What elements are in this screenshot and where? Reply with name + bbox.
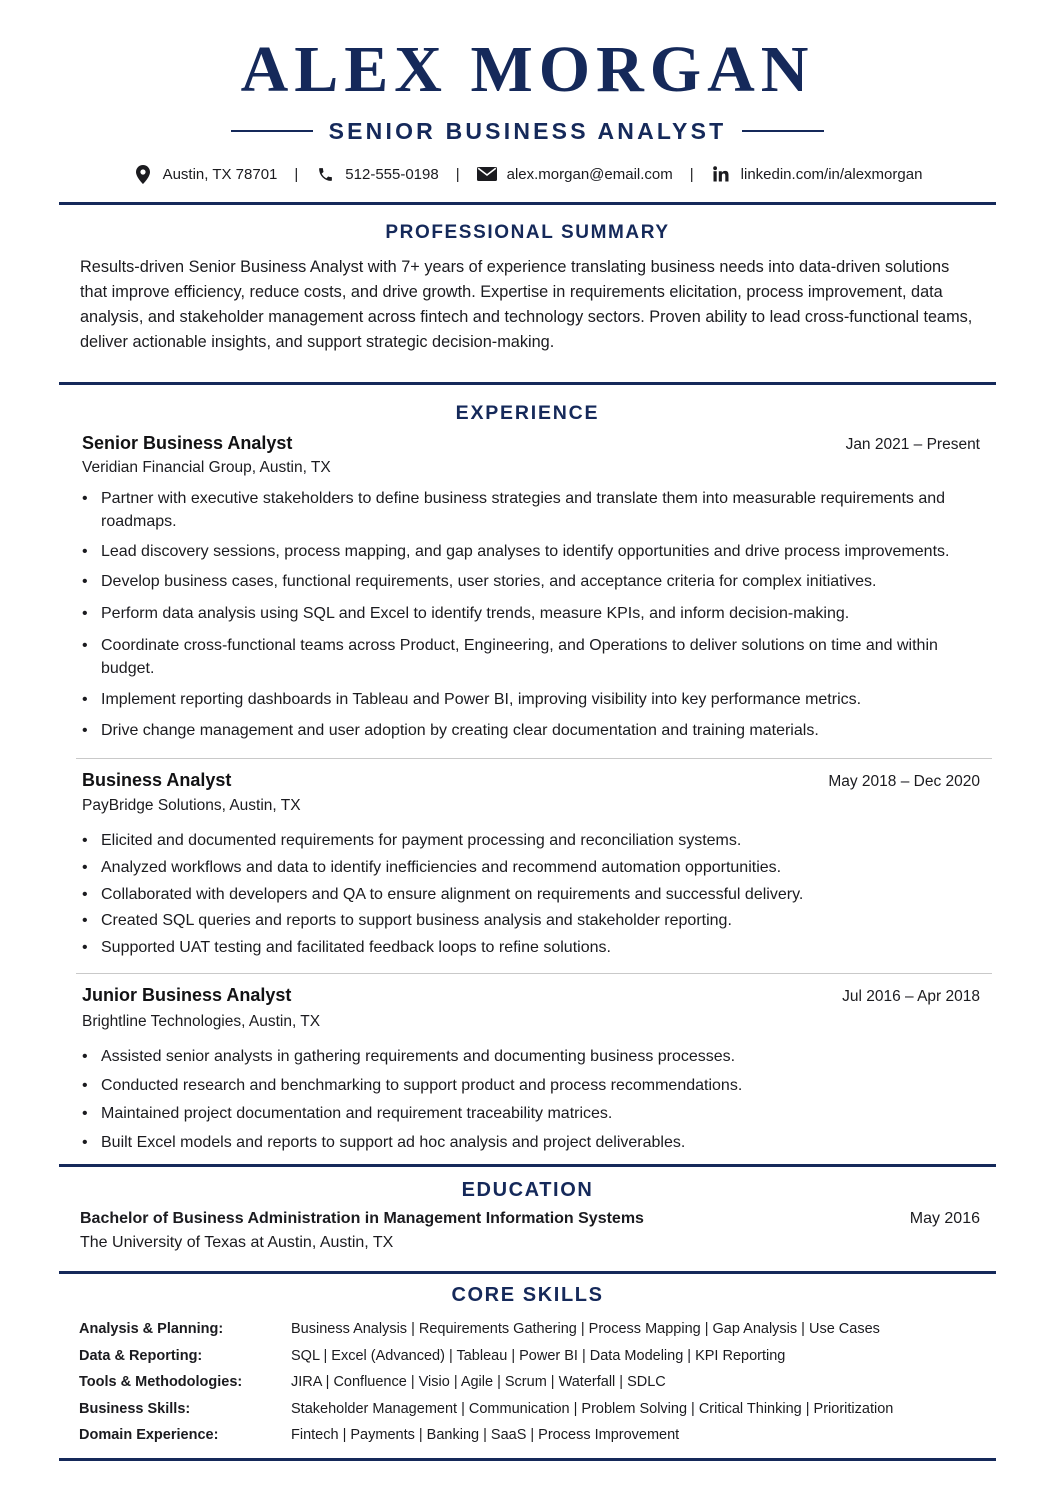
job-title: Junior Business Analyst xyxy=(82,985,292,1005)
contact-separator: | xyxy=(455,165,460,183)
list-item: • Develop business cases, functional requirements, user stories, and acceptance criteria for complex initiatives. xyxy=(82,570,992,593)
list-item: • Collaborated with developers and QA to ensure alignment on requirements and successful delivery. xyxy=(82,882,992,909)
list-item: • Lead discovery sessions, process mapping, and gap analyses to identify opportunities and drive process improvements. xyxy=(82,540,992,563)
skill-row xyxy=(79,1422,979,1449)
list-item: • Perform data analysis using SQL and Excel to identify trends, measure KPIs, and inform decision-making. xyxy=(82,602,992,625)
list-item: • Coordinate cross-functional teams across Product, Engineering, and Operations to deliver solutions on time and within budget. xyxy=(82,634,992,680)
skill-items: JIRA | Confluence | Visio | Agile | Scrum | Waterfall | SDLC xyxy=(291,1374,666,1391)
job-bullets xyxy=(82,487,992,742)
job-dates: Jul 2016 – Apr 2018 xyxy=(842,988,980,1005)
job-dates: May 2018 – Dec 2020 xyxy=(828,773,980,790)
email-text: alex.morgan@email.com xyxy=(506,165,673,183)
candidate-name: ALEX MORGAN xyxy=(240,33,815,106)
section-divider xyxy=(59,202,996,205)
experience-heading: EXPERIENCE xyxy=(455,402,600,424)
skill-items: Fintech | Payments | Banking | SaaS | Process Improvement xyxy=(291,1427,680,1444)
contact-phone xyxy=(315,164,438,184)
title-rule-left xyxy=(231,130,313,132)
contact-bar xyxy=(0,160,1055,188)
job-divider xyxy=(76,973,992,974)
phone-text: 512-555-0198 xyxy=(345,165,439,183)
skill-category: Data & Reporting: xyxy=(79,1347,203,1364)
list-item: • Supported UAT testing and facilitated feedback loops to refine solutions. xyxy=(82,935,992,962)
contact-location xyxy=(133,164,278,184)
envelope-icon xyxy=(477,164,497,184)
linkedin-text: linkedin.com/in/alexmorgan xyxy=(740,165,923,183)
list-item: • Built Excel models and reports to support ad hoc analysis and project deliverables. xyxy=(82,1129,992,1158)
list-item: • Drive change management and user adoption by creating clear documentation and training materials. xyxy=(82,719,992,742)
skill-row xyxy=(79,1316,979,1343)
title-rule-right xyxy=(742,130,824,132)
list-item: • Created SQL queries and reports to support business analysis and stakeholder reporting. xyxy=(82,908,992,935)
job-bullets xyxy=(82,828,992,962)
location-pin-icon xyxy=(133,164,153,184)
graduation-date: May 2016 xyxy=(909,1210,980,1227)
education-heading: EDUCATION xyxy=(461,1179,594,1201)
skill-category: Business Skills: xyxy=(79,1400,191,1417)
section-divider xyxy=(59,1271,996,1274)
phone-icon xyxy=(315,164,335,184)
skill-row xyxy=(79,1343,979,1370)
section-divider xyxy=(59,382,996,385)
job-title-banner xyxy=(0,116,1055,146)
job-company: PayBridge Solutions, Austin, TX xyxy=(82,797,301,814)
job-company: Veridian Financial Group, Austin, TX xyxy=(82,459,331,476)
skill-items: Business Analysis | Requirements Gathering | Process Mapping | Gap Analysis | Use Cases xyxy=(291,1321,880,1338)
skill-category: Tools & Methodologies: xyxy=(79,1374,243,1391)
summary-heading: PROFESSIONAL SUMMARY xyxy=(385,222,670,243)
list-item: • Elicited and documented requirements for payment processing and reconciliation systems. xyxy=(82,828,992,855)
location-text: Austin, TX 78701 xyxy=(162,165,278,183)
degree: Bachelor of Business Administration in Management Information Systems xyxy=(80,1210,644,1227)
job-title: Senior Business Analyst xyxy=(82,433,293,453)
contact-separator: | xyxy=(689,165,694,183)
skills-table xyxy=(79,1316,979,1449)
list-item: • Partner with executive stakeholders to define business strategies and translate them into measurable requirements and roadmaps. xyxy=(82,487,992,533)
skill-row xyxy=(79,1396,979,1423)
school: The University of Texas at Austin, Austin, TX xyxy=(80,1234,394,1251)
list-item: • Implement reporting dashboards in Tableau and Power BI, improving visibility into key performance metrics. xyxy=(82,688,992,711)
list-item: • Maintained project documentation and requirement traceability matrices. xyxy=(82,1100,992,1129)
contact-separator: | xyxy=(294,165,299,183)
contact-linkedin xyxy=(711,164,923,184)
list-item: • Conducted research and benchmarking to support product and process recommendations. xyxy=(82,1072,992,1101)
list-item: • Analyzed workflows and data to identify inefficiencies and recommend automation opportunities. xyxy=(82,855,992,882)
section-divider xyxy=(59,1164,996,1167)
linkedin-icon xyxy=(711,164,731,184)
section-divider xyxy=(59,1458,996,1461)
job-company: Brightline Technologies, Austin, TX xyxy=(82,1013,321,1030)
skill-category: Analysis & Planning: xyxy=(79,1321,224,1338)
skill-items: SQL | Excel (Advanced) | Tableau | Power BI | Data Modeling | KPI Reporting xyxy=(291,1347,786,1364)
summary-text: Results-driven Senior Business Analyst with 7+ years of experience translating business needs into data-driven solutions that improve efficiency, reduce costs, and drive growth. Expertise in requirements elicitation, process improvement, data analysis, and stakeholder management across fintech and technology sectors. Proven ability to lead cross-functional teams, deliver actionable insights, and support strategic decision-making. xyxy=(80,258,973,351)
job-title: Business Analyst xyxy=(82,770,232,790)
contact-email xyxy=(477,164,673,184)
job-divider xyxy=(76,758,992,759)
skill-category: Domain Experience: xyxy=(79,1427,219,1444)
professional-title: SENIOR BUSINESS ANALYST xyxy=(328,117,727,144)
job-dates: Jan 2021 – Present xyxy=(845,436,980,453)
job-bullets xyxy=(82,1043,992,1158)
list-item: • Assisted senior analysts in gathering requirements and documenting business processes. xyxy=(82,1043,992,1072)
skills-heading: CORE SKILLS xyxy=(451,1284,604,1306)
skill-row xyxy=(79,1369,979,1396)
skill-items: Stakeholder Management | Communication | Problem Solving | Critical Thinking | Prioritization xyxy=(291,1400,894,1417)
